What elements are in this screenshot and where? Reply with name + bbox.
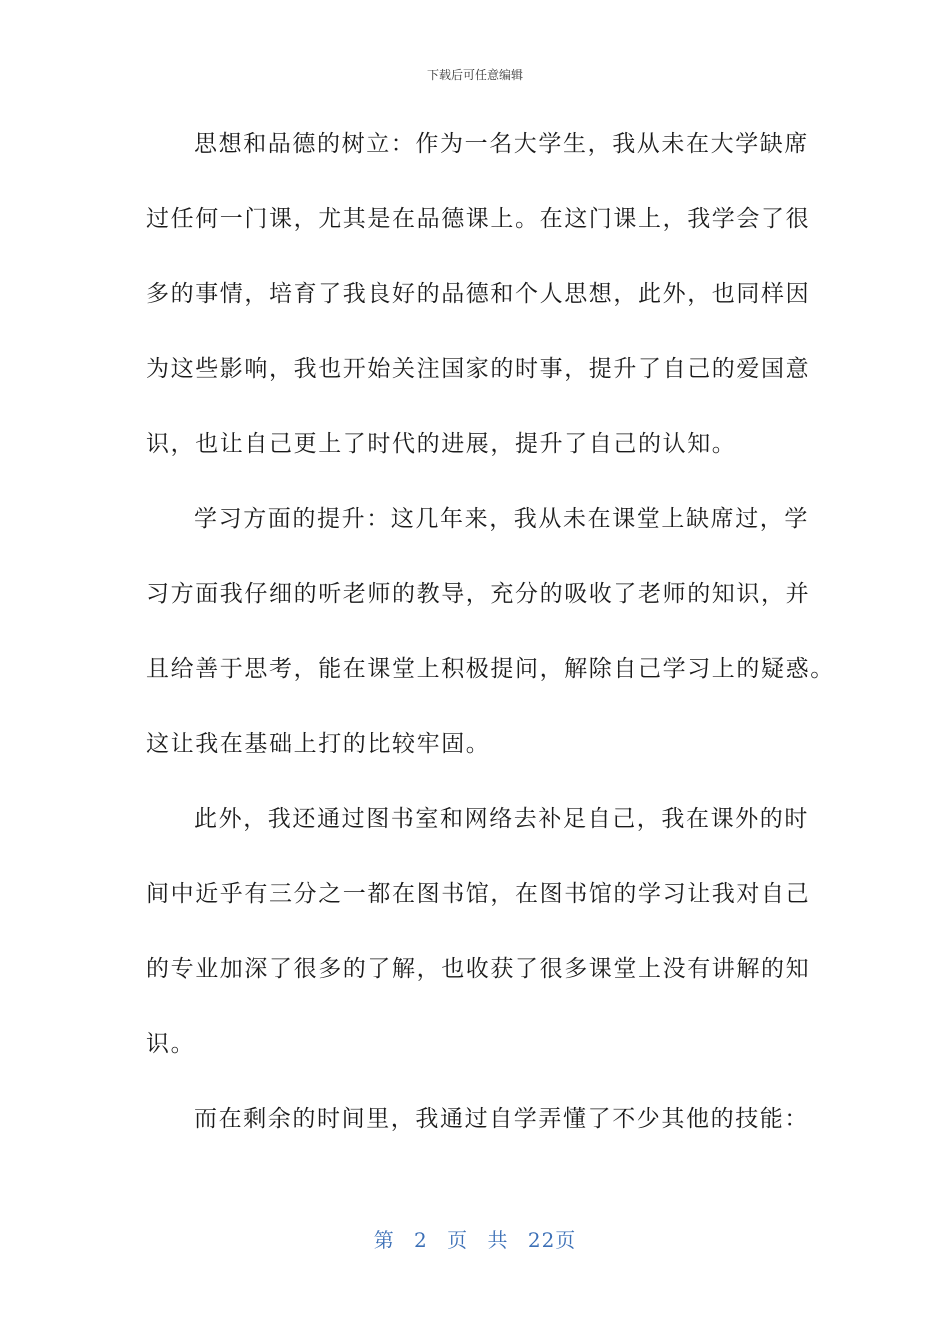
page-number-footer: [0, 1224, 950, 1253]
paragraph-line: 学习方面的提升：这几年来，我从未在课堂上缺席过，学: [194, 506, 809, 532]
paragraph-line: 多的事情，培育了我良好的品德和个人思想，此外，也同样因: [146, 281, 811, 307]
page-label-prefix: 第: [373, 1228, 395, 1252]
paragraph-line: 为这些影响，我也开始关注国家的时事，提升了自己的爱国意: [146, 356, 811, 382]
paragraph-line: 识，也让自己更上了时代的进展，提升了自己的认知。: [146, 431, 737, 457]
paragraph-line: 且给善于思考，能在课堂上积极提问，解除自己学习上的疑惑。: [146, 656, 835, 682]
page-label-total: 共: [487, 1228, 509, 1252]
paragraph-line: 过任何一门课，尤其是在品德课上。在这门课上，我学会了很: [146, 206, 811, 232]
page-current: 2: [414, 1228, 428, 1252]
page-total: 22页: [527, 1228, 577, 1252]
paragraph-line: 间中近乎有三分之一都在图书馆，在图书馆的学习让我对自己: [146, 881, 811, 907]
paragraph-line: 而在剩余的时间里，我通过自学弄懂了不少其他的技能：: [194, 1106, 809, 1132]
paragraph-line: 思想和品德的树立：作为一名大学生，我从未在大学缺席: [194, 131, 809, 157]
paragraph-line: 此外，我还通过图书室和网络去补足自己，我在课外的时: [194, 806, 809, 832]
paragraph-line: 习方面我仔细的听老师的教导，充分的吸收了老师的知识，并: [146, 581, 811, 607]
paragraph-line: 识。: [146, 1031, 196, 1057]
page-header-note: 下载后可任意编辑: [426, 68, 523, 82]
paragraph-line: 这让我在基础上打的比较牢固。: [146, 731, 491, 757]
document-body: [146, 118, 835, 1168]
paragraph-line: 的专业加深了很多的了解，也收获了很多课堂上没有讲解的知: [146, 956, 811, 982]
page-label-mid: 页: [447, 1228, 469, 1252]
